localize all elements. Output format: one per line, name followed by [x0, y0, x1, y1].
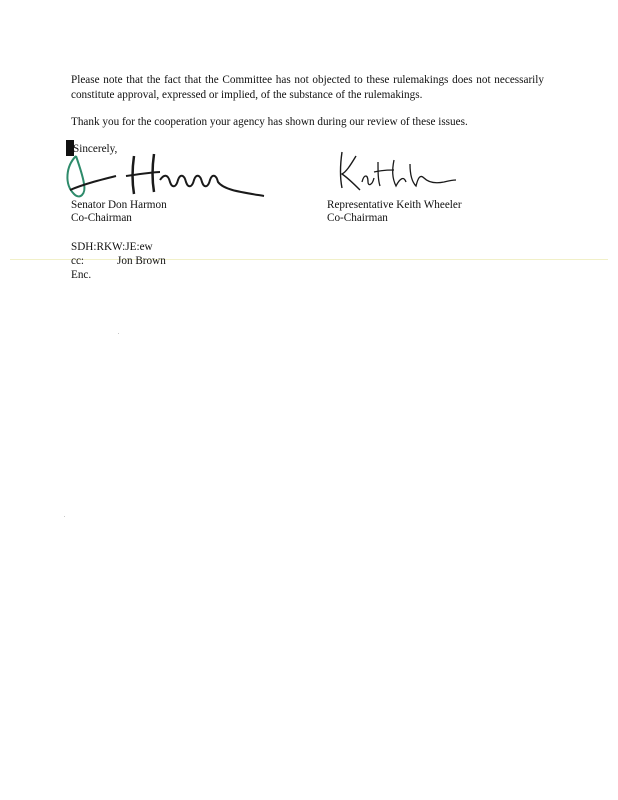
scan-artifact-line: [10, 259, 608, 260]
signatory-title-right: Co-Chairman: [327, 212, 388, 224]
signatory-name-left: Senator Don Harmon: [71, 199, 167, 211]
signature-harmon-icon: [64, 150, 270, 206]
scan-speck: [118, 333, 119, 334]
body-paragraph-note: Please note that the fact that the Committee has not objected to these rulemakings does not necessarily constitute approval, expressed or implied, of the substance of the rulemakings.: [71, 74, 544, 101]
scan-speck: [64, 516, 65, 517]
signatory-name-right: Representative Keith Wheeler: [327, 199, 462, 211]
body-paragraph-thanks: Thank you for the cooperation your agency has shown during our review of these issues.: [71, 116, 468, 128]
closing-salutation: Sincerely,: [73, 143, 118, 155]
cc-label: cc:: [71, 255, 85, 267]
cc-recipient: Jon Brown: [117, 255, 166, 267]
reference-initials: SDH:RKW:JE:ew: [71, 241, 153, 253]
enclosure-notation: Enc.: [71, 269, 92, 281]
signature-wheeler-icon: [334, 148, 458, 194]
signatory-title-left: Co-Chairman: [71, 212, 132, 224]
